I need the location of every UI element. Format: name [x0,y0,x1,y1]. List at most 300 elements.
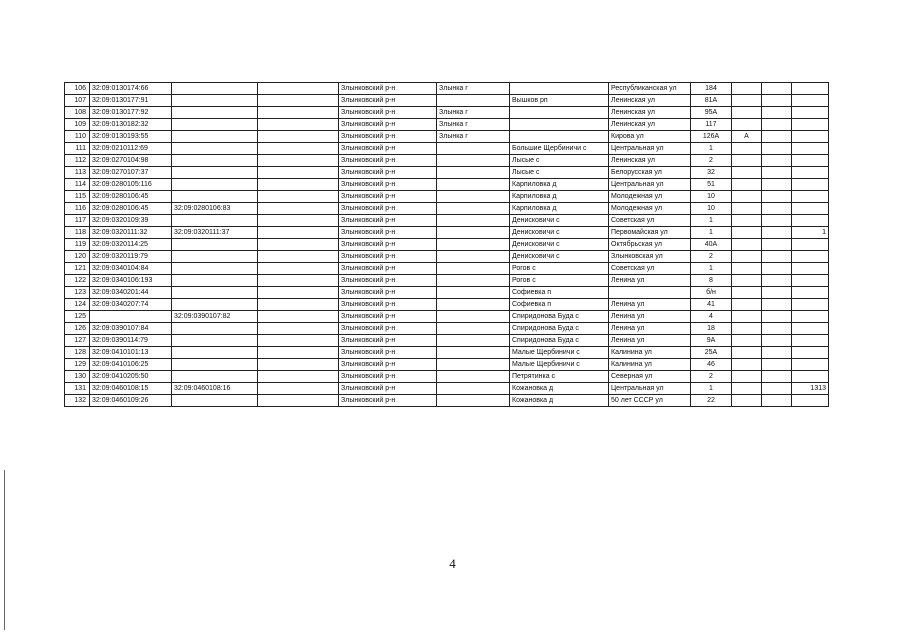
extra-cell [792,359,829,371]
blank-column-cell [258,131,339,143]
blank-column-cell [258,203,339,215]
settlement-cell: Вышков рп [510,95,609,107]
district-cell: Злынковский р-н [339,371,437,383]
street-cell: Злынковская ул [609,251,691,263]
house-number-cell: 40А [691,239,732,251]
row-number-cell: 106 [65,83,90,95]
apartment-cell [762,227,792,239]
building-cell [732,335,762,347]
apartment-cell [762,179,792,191]
extra-cell [792,119,829,131]
table-row [65,287,829,299]
row-number-cell: 107 [65,95,90,107]
cadastral-number-2-cell [172,215,258,227]
settlement-cell [510,83,609,95]
town-cell [437,95,510,107]
extra-cell [792,263,829,275]
cadastral-number-2-cell [172,347,258,359]
town-cell [437,287,510,299]
town-cell [437,323,510,335]
extra-cell [792,191,829,203]
table-row [65,155,829,167]
district-cell: Злынковский р-н [339,155,437,167]
street-cell: 50 лет СССР ул [609,395,691,407]
building-cell [732,215,762,227]
cadastral-number-cell: 32:09:0390114:79 [90,335,172,347]
town-cell [437,299,510,311]
extra-cell [792,95,829,107]
cadastral-number-2-cell [172,239,258,251]
house-number-cell: 8 [691,275,732,287]
extra-cell [792,323,829,335]
house-number-cell: 1 [691,263,732,275]
apartment-cell [762,215,792,227]
table-row [65,203,829,215]
building-cell [732,227,762,239]
table-row [65,131,829,143]
settlement-cell: Денисковичи с [510,215,609,227]
extra-cell [792,287,829,299]
settlement-cell: Малые Щербиничи с [510,359,609,371]
cadastral-number-2-cell [172,371,258,383]
cadastral-number-2-cell [172,323,258,335]
house-number-cell: 1 [691,215,732,227]
row-number-cell: 124 [65,299,90,311]
building-cell [732,275,762,287]
district-cell: Злынковский р-н [339,227,437,239]
house-number-cell: 117 [691,119,732,131]
table-row [65,239,829,251]
street-cell: Ленинская ул [609,119,691,131]
cadastral-number-cell: 32:09:0410106:25 [90,359,172,371]
extra-cell [792,203,829,215]
settlement-cell: Петрятинка с [510,371,609,383]
blank-column-cell [258,95,339,107]
cadastral-number-cell: 32:09:0340207:74 [90,299,172,311]
cadastral-number-cell: 32:09:0320119:79 [90,251,172,263]
building-cell [732,95,762,107]
cadastral-number-2-cell [172,119,258,131]
building-cell [732,179,762,191]
street-cell: Молодежная ул [609,203,691,215]
house-number-cell: 25А [691,347,732,359]
street-cell: Белорусская ул [609,167,691,179]
settlement-cell: Лысые с [510,167,609,179]
cadastral-number-cell [90,311,172,323]
building-cell [732,167,762,179]
address-table [64,82,829,407]
settlement-cell [510,131,609,143]
extra-cell [792,251,829,263]
table-row [65,167,829,179]
table-row [65,107,829,119]
house-number-cell: 95А [691,107,732,119]
extra-cell [792,107,829,119]
blank-column-cell [258,239,339,251]
town-cell [437,347,510,359]
street-cell: Ленина ул [609,275,691,287]
cadastral-number-2-cell [172,143,258,155]
table-row [65,335,829,347]
apartment-cell [762,383,792,395]
apartment-cell [762,83,792,95]
row-number-cell: 114 [65,179,90,191]
building-cell [732,359,762,371]
town-cell [437,239,510,251]
row-number-cell: 108 [65,107,90,119]
apartment-cell [762,167,792,179]
apartment-cell [762,299,792,311]
extra-cell [792,395,829,407]
extra-cell [792,83,829,95]
town-cell: Злынка г [437,107,510,119]
row-number-cell: 117 [65,215,90,227]
table-row [65,179,829,191]
cadastral-number-2-cell [172,275,258,287]
row-number-cell: 121 [65,263,90,275]
town-cell [437,191,510,203]
apartment-cell [762,143,792,155]
row-number-cell: 120 [65,251,90,263]
row-number-cell: 131 [65,383,90,395]
building-cell [732,83,762,95]
table-row [65,83,829,95]
building-cell [732,239,762,251]
cadastral-number-2-cell [172,155,258,167]
row-number-cell: 116 [65,203,90,215]
row-number-cell: 115 [65,191,90,203]
building-cell [732,107,762,119]
street-cell: Ленинская ул [609,155,691,167]
town-cell: Злынка г [437,119,510,131]
row-number-cell: 110 [65,131,90,143]
cadastral-number-cell: 32:09:0280106:45 [90,203,172,215]
cadastral-number-cell: 32:09:0270107:37 [90,167,172,179]
building-cell [732,119,762,131]
district-cell: Злынковский р-н [339,287,437,299]
settlement-cell: Денисковичи с [510,227,609,239]
settlement-cell: Спиридонова Буда с [510,323,609,335]
settlement-cell: Большие Щербиничи с [510,143,609,155]
house-number-cell: 126А [691,131,732,143]
town-cell [437,275,510,287]
house-number-cell: 9А [691,335,732,347]
cadastral-number-cell: 32:09:0340104:84 [90,263,172,275]
table-row [65,311,829,323]
cadastral-number-cell: 32:09:0320109:39 [90,215,172,227]
building-cell [732,383,762,395]
settlement-cell: Карпиловка д [510,191,609,203]
cadastral-number-cell: 32:09:0130193:55 [90,131,172,143]
extra-cell [792,179,829,191]
row-number-cell: 129 [65,359,90,371]
district-cell: Злынковский р-н [339,83,437,95]
town-cell [437,311,510,323]
cadastral-number-2-cell: 32:09:0320111:37 [172,227,258,239]
district-cell: Злынковский р-н [339,95,437,107]
table-row [65,395,829,407]
street-cell: Первомайская ул [609,227,691,239]
extra-cell [792,215,829,227]
settlement-cell: Кожановка д [510,395,609,407]
district-cell: Злынковский р-н [339,263,437,275]
district-cell: Злынковский р-н [339,299,437,311]
cadastral-number-2-cell [172,299,258,311]
apartment-cell [762,95,792,107]
blank-column-cell [258,83,339,95]
cadastral-number-cell: 32:09:0460109:26 [90,395,172,407]
settlement-cell [510,119,609,131]
town-cell [437,371,510,383]
address-table-body [65,83,829,407]
town-cell [437,395,510,407]
street-cell: Ленина ул [609,311,691,323]
table-row [65,227,829,239]
extra-cell [792,143,829,155]
district-cell: Злынковский р-н [339,239,437,251]
settlement-cell: Спиридонова Буда с [510,311,609,323]
street-cell: Ленинская ул [609,107,691,119]
street-cell: Ленина ул [609,335,691,347]
row-number-cell: 126 [65,323,90,335]
district-cell: Злынковский р-н [339,347,437,359]
building-cell [732,203,762,215]
house-number-cell: 46 [691,359,732,371]
cadastral-number-2-cell [172,191,258,203]
building-cell: А [732,131,762,143]
table-row [65,275,829,287]
row-number-cell: 118 [65,227,90,239]
town-cell [437,167,510,179]
settlement-cell: Денисковичи с [510,239,609,251]
blank-column-cell [258,251,339,263]
street-cell: Кирова ул [609,131,691,143]
blank-column-cell [258,191,339,203]
apartment-cell [762,131,792,143]
cadastral-number-cell: 32:09:0320114:25 [90,239,172,251]
apartment-cell [762,155,792,167]
district-cell: Злынковский р-н [339,395,437,407]
table-row [65,215,829,227]
cadastral-number-cell: 32:09:0210112:69 [90,143,172,155]
street-cell: Калинина ул [609,359,691,371]
building-cell [732,347,762,359]
house-number-cell: б/н [691,287,732,299]
cadastral-number-cell: 32:09:0460108:15 [90,383,172,395]
cadastral-number-2-cell [172,251,258,263]
district-cell: Злынковский р-н [339,359,437,371]
cadastral-number-cell: 32:09:0130177:91 [90,95,172,107]
cadastral-number-cell: 32:09:0320111:32 [90,227,172,239]
extra-cell: 1313 [792,383,829,395]
apartment-cell [762,239,792,251]
town-cell [437,359,510,371]
house-number-cell: 10 [691,203,732,215]
cadastral-number-cell: 32:09:0280106:45 [90,191,172,203]
blank-column-cell [258,395,339,407]
district-cell: Злынковский р-н [339,203,437,215]
blank-column-cell [258,311,339,323]
district-cell: Злынковский р-н [339,215,437,227]
apartment-cell [762,335,792,347]
district-cell: Злынковский р-н [339,167,437,179]
street-cell: Центральная ул [609,383,691,395]
row-number-cell: 125 [65,311,90,323]
table-row [65,95,829,107]
settlement-cell [510,107,609,119]
town-cell [437,383,510,395]
street-cell: Ленинская ул [609,95,691,107]
street-cell: Ленина ул [609,323,691,335]
building-cell [732,251,762,263]
house-number-cell: 184 [691,83,732,95]
district-cell: Злынковский р-н [339,107,437,119]
district-cell: Злынковский р-н [339,323,437,335]
blank-column-cell [258,383,339,395]
district-cell: Злынковский р-н [339,335,437,347]
settlement-cell: Денисковичи с [510,251,609,263]
town-cell [437,263,510,275]
street-cell [609,287,691,299]
cadastral-number-2-cell [172,167,258,179]
town-cell: Злынка г [437,83,510,95]
row-number-cell: 132 [65,395,90,407]
settlement-cell: Рогов с [510,275,609,287]
settlement-cell: Карпиловка д [510,203,609,215]
row-number-cell: 109 [65,119,90,131]
settlement-cell: Кожановка д [510,383,609,395]
house-number-cell: 51 [691,179,732,191]
town-cell [437,143,510,155]
row-number-cell: 130 [65,371,90,383]
cadastral-number-cell: 32:09:0340106:193 [90,275,172,287]
house-number-cell: 4 [691,311,732,323]
building-cell [732,395,762,407]
settlement-cell: Софиевка п [510,287,609,299]
town-cell [437,179,510,191]
cadastral-number-cell: 32:09:0270104:98 [90,155,172,167]
cadastral-number-2-cell [172,395,258,407]
cadastral-number-cell: 32:09:0410205:50 [90,371,172,383]
cadastral-number-2-cell: 32:09:0460108:16 [172,383,258,395]
apartment-cell [762,203,792,215]
page-number: 4 [449,556,456,571]
district-cell: Злынковский р-н [339,311,437,323]
district-cell: Злынковский р-н [339,275,437,287]
apartment-cell [762,347,792,359]
district-cell: Злынковский р-н [339,131,437,143]
settlement-cell: Софиевка п [510,299,609,311]
street-cell: Центральная ул [609,143,691,155]
row-number-cell: 128 [65,347,90,359]
apartment-cell [762,275,792,287]
town-cell [437,215,510,227]
apartment-cell [762,395,792,407]
building-cell [732,371,762,383]
cadastral-number-2-cell [172,263,258,275]
cadastral-number-2-cell [172,83,258,95]
cadastral-number-2-cell [172,179,258,191]
row-number-cell: 111 [65,143,90,155]
apartment-cell [762,323,792,335]
row-number-cell: 122 [65,275,90,287]
table-row [65,251,829,263]
extra-cell [792,371,829,383]
table-row [65,299,829,311]
house-number-cell: 1 [691,227,732,239]
blank-column-cell [258,275,339,287]
street-cell: Ленина ул [609,299,691,311]
apartment-cell [762,191,792,203]
table-row [65,263,829,275]
apartment-cell [762,359,792,371]
extra-cell: 1 [792,227,829,239]
cadastral-number-2-cell [172,335,258,347]
blank-column-cell [258,227,339,239]
blank-column-cell [258,335,339,347]
apartment-cell [762,119,792,131]
row-number-cell: 119 [65,239,90,251]
cadastral-number-2-cell [172,131,258,143]
district-cell: Злынковский р-н [339,179,437,191]
settlement-cell: Малые Щербиничи с [510,347,609,359]
town-cell: Злынка г [437,131,510,143]
apartment-cell [762,287,792,299]
extra-cell [792,299,829,311]
cadastral-number-2-cell [172,107,258,119]
cadastral-number-2-cell: 32:09:0280106:83 [172,203,258,215]
building-cell [732,155,762,167]
blank-column-cell [258,359,339,371]
street-cell: Молодежная ул [609,191,691,203]
street-cell: Советская ул [609,215,691,227]
row-number-cell: 123 [65,287,90,299]
building-cell [732,287,762,299]
apartment-cell [762,371,792,383]
table-row [65,143,829,155]
address-table-container [64,82,829,407]
house-number-cell: 10 [691,191,732,203]
blank-column-cell [258,155,339,167]
house-number-cell: 2 [691,251,732,263]
district-cell: Злынковский р-н [339,383,437,395]
district-cell: Злынковский р-н [339,119,437,131]
town-cell [437,203,510,215]
apartment-cell [762,263,792,275]
table-row [65,371,829,383]
table-row [65,347,829,359]
town-cell [437,155,510,167]
settlement-cell: Лысые с [510,155,609,167]
house-number-cell: 1 [691,143,732,155]
cadastral-number-2-cell [172,95,258,107]
house-number-cell: 2 [691,155,732,167]
blank-column-cell [258,167,339,179]
street-cell: Республиканская ул [609,83,691,95]
building-cell [732,191,762,203]
table-row [65,323,829,335]
town-cell [437,335,510,347]
blank-column-cell [258,215,339,227]
extra-cell [792,335,829,347]
table-row [65,191,829,203]
table-row [65,119,829,131]
house-number-cell: 18 [691,323,732,335]
extra-cell [792,131,829,143]
cadastral-number-2-cell: 32:09:0390107:82 [172,311,258,323]
town-cell [437,227,510,239]
district-cell: Злынковский р-н [339,251,437,263]
